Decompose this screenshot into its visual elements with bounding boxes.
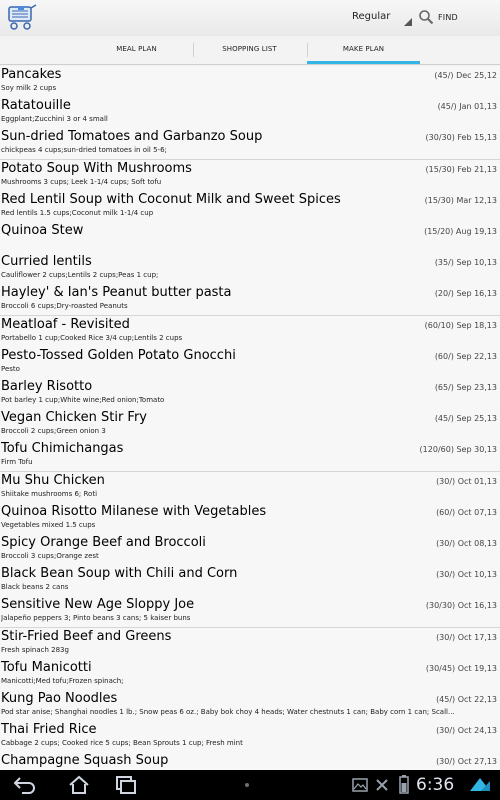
recipe-time-date: (30/30) Oct 16,13 — [425, 601, 497, 610]
recipe-title: Spicy Orange Beef and Broccoli — [1, 535, 206, 550]
tab-meal-plan[interactable]: MEAL PLAN — [116, 45, 157, 53]
tab-shopping-list[interactable]: SHOPPING LIST — [222, 45, 277, 53]
recipe-time-date: (15/20) Aug 19,13 — [424, 227, 497, 236]
recipe-row[interactable] — [0, 752, 500, 770]
recipe-ingredients: Firm Tofu — [1, 458, 33, 466]
recipe-title: Barley Risotto — [1, 379, 93, 394]
app-logo-cart-icon[interactable] — [6, 2, 40, 34]
recipe-time-date: (60/10) Sep 18,13 — [424, 321, 497, 330]
recipe-row[interactable] — [0, 534, 500, 566]
recipe-ingredients: Jalapeño peppers 3; Pinto beans 3 cans; 5 kaiser buns — [1, 614, 191, 622]
recipe-row[interactable] — [0, 690, 500, 722]
recipe-time-date: (30/) Oct 17,13 — [436, 633, 497, 642]
recipe-ingredients: chickpeas 4 cups;sun-dried tomatoes in oil 5-6; — [1, 146, 167, 154]
recipe-row[interactable] — [0, 253, 500, 285]
recipe-row[interactable] — [0, 628, 500, 660]
recipe-time-date: (30/45) Oct 19,13 — [425, 664, 497, 673]
recipe-row[interactable] — [0, 565, 500, 597]
recipe-time-date: (65/) Sep 23,13 — [434, 383, 497, 392]
recipe-row[interactable] — [0, 659, 500, 691]
recipe-time-date: (15/30) Feb 21,13 — [425, 165, 497, 174]
recipe-title: Curried lentils — [1, 254, 92, 269]
recipe-time-date: (15/30) Mar 12,13 — [424, 196, 497, 205]
battery-icon — [396, 773, 412, 797]
recipe-ingredients: Broccoli 2 cups;Green onion 3 — [1, 427, 106, 435]
find-button[interactable] — [418, 6, 460, 30]
recipe-row[interactable] — [0, 596, 500, 628]
recipe-row[interactable] — [0, 284, 500, 316]
recipe-time-date: (60/) Sep 22,13 — [434, 352, 497, 361]
recipe-time-date: (30/) Oct 10,13 — [436, 570, 497, 579]
recipe-time-date: (45/) Sep 25,13 — [434, 414, 497, 423]
recipe-time-date: (30/) Oct 08,13 — [436, 539, 497, 548]
recipe-time-date: (45/) Dec 25,12 — [434, 71, 497, 80]
recipe-row[interactable] — [0, 721, 500, 753]
tools-notification-icon — [374, 773, 390, 797]
search-icon — [418, 9, 434, 25]
action-bar — [0, 0, 500, 36]
recipe-row[interactable] — [0, 97, 500, 129]
recipe-time-date: (120/60) Sep 30,13 — [419, 445, 497, 454]
menu-dot-icon[interactable] — [240, 773, 254, 797]
recipe-row[interactable] — [0, 440, 500, 472]
recipe-ingredients: Soy milk 2 cups — [1, 84, 57, 92]
recipe-title: Tofu Chimichangas — [1, 441, 124, 456]
recipe-ingredients: Eggplant;Zucchini 3 or 4 small — [1, 115, 108, 123]
recipe-time-date: (30/) Oct 27,13 — [436, 757, 497, 766]
recipe-row[interactable] — [0, 472, 500, 504]
recipe-ingredients: Red lentils 1.5 cups;Coconut milk 1-1/4 cup — [1, 209, 154, 217]
recipe-ingredients: Cabbage 2 cups; Cooked rice 5 cups; Bean Sprouts 1 cup; Fresh mint — [1, 739, 243, 747]
tab-make-plan[interactable]: MAKE PLAN — [307, 37, 420, 64]
recipe-row[interactable] — [0, 128, 500, 160]
recipe-title: Black Bean Soup with Chili and Corn — [1, 566, 238, 581]
recipe-time-date: (20/) Sep 16,13 — [434, 289, 497, 298]
recipe-time-date: (45/) Jan 01,13 — [437, 102, 497, 111]
spinner-caret-icon — [404, 18, 412, 26]
recipe-title: Ratatouille — [1, 98, 71, 113]
recipe-title: Quinoa Risotto Milanese with Vegetables — [1, 504, 267, 519]
recipe-ingredients: Vegetables mixed 1.5 cups — [1, 521, 96, 529]
recipe-time-date: (35/) Sep 10,13 — [434, 258, 497, 267]
recipe-ingredients: Black beans 2 cans — [1, 583, 69, 591]
find-label: FIND — [438, 13, 458, 22]
recipe-row[interactable] — [0, 409, 500, 441]
recipe-title: Tofu Manicotti — [1, 660, 92, 675]
recipe-title: Quinoa Stew — [1, 223, 84, 238]
recipe-row[interactable] — [0, 503, 500, 535]
tab-bar — [0, 37, 500, 65]
recipe-ingredients: Pod star anise; Shanghai noodles 1 lb.; Snow peas 6 oz.; Baby bok choy 4 heads; Water chestnuts 1 can; Baby corn 1 can; Scall... — [1, 708, 455, 716]
recipe-title: Potato Soup With Mushrooms — [1, 161, 192, 176]
gallery-notification-icon — [352, 773, 368, 797]
recipe-title: Hayley' & Ian's Peanut butter pasta — [1, 285, 232, 300]
wifi-signal-icon — [466, 773, 494, 797]
filter-spinner-value: Regular — [352, 11, 391, 22]
recipe-title: Stir-Fried Beef and Greens — [1, 629, 172, 644]
recipe-ingredients: Manicotti;Med tofu;Frozen spinach; — [1, 677, 124, 685]
recipe-ingredients: Shiitake mushrooms 6; Roti — [1, 490, 98, 498]
recipe-title: Sensitive New Age Sloppy Joe — [1, 597, 195, 612]
recipe-time-date: (45/) Oct 22,13 — [436, 695, 497, 704]
recipe-ingredients: Cauliflower 2 cups;Lentils 2 cups;Peas 1 cup; — [1, 271, 159, 279]
recipe-time-date: (60/) Oct 07,13 — [436, 508, 497, 517]
back-icon[interactable] — [12, 773, 38, 797]
recipe-title: Vegan Chicken Stir Fry — [1, 410, 147, 425]
recipe-ingredients: Portabello 1 cup;Cooked Rice 3/4 cup;Lentils 2 cups — [1, 334, 183, 342]
recipe-title: Mu Shu Chicken — [1, 473, 105, 488]
recipe-row[interactable] — [0, 347, 500, 379]
recipe-title: Kung Pao Noodles — [1, 691, 118, 706]
recipe-title: Champagne Squash Soup — [1, 753, 169, 768]
recipe-ingredients: Broccoli 3 cups;Orange zest — [1, 552, 99, 560]
recipe-ingredients: Pot barley 1 cup;White wine;Red onion;Tomato — [1, 396, 165, 404]
recipe-time-date: (30/) Oct 01,13 — [436, 477, 497, 486]
recipe-row[interactable] — [0, 66, 500, 98]
recipe-ingredients: Broccoli 6 cups;Dry-roasted Peanuts — [1, 302, 128, 310]
recipe-list[interactable] — [0, 66, 500, 770]
recipe-title: Pesto-Tossed Golden Potato Gnocchi — [1, 348, 236, 363]
recipe-title: Pancakes — [1, 67, 62, 82]
clock: 6:36 — [416, 775, 455, 795]
recipe-time-date: (30/) Oct 24,13 — [436, 726, 497, 735]
recipe-row[interactable] — [0, 191, 500, 223]
recipe-time-date: (30/30) Feb 15,13 — [425, 133, 497, 142]
filter-spinner[interactable] — [346, 6, 412, 30]
recipe-title: Red Lentil Soup with Coconut Milk and Sweet Spices — [1, 192, 341, 207]
home-icon[interactable] — [66, 773, 92, 797]
recipe-ingredients: Mushrooms 3 cups; Leek 1-1/4 cups; Soft tofu — [1, 178, 162, 186]
recipe-row[interactable] — [0, 378, 500, 410]
recipe-row[interactable] — [0, 222, 500, 254]
recipe-row[interactable] — [0, 160, 500, 192]
recipe-row[interactable] — [0, 316, 500, 348]
recipe-title: Thai Fried Rice — [1, 722, 97, 737]
system-navigation-bar — [0, 770, 500, 800]
recipe-title: Meatloaf - Revisited — [1, 317, 130, 332]
recent-apps-icon[interactable] — [112, 773, 138, 797]
recipe-ingredients: Pesto — [1, 365, 20, 373]
recipe-ingredients: Fresh spinach 283g — [1, 646, 69, 654]
recipe-title: Sun-dried Tomatoes and Garbanzo Soup — [1, 129, 263, 144]
